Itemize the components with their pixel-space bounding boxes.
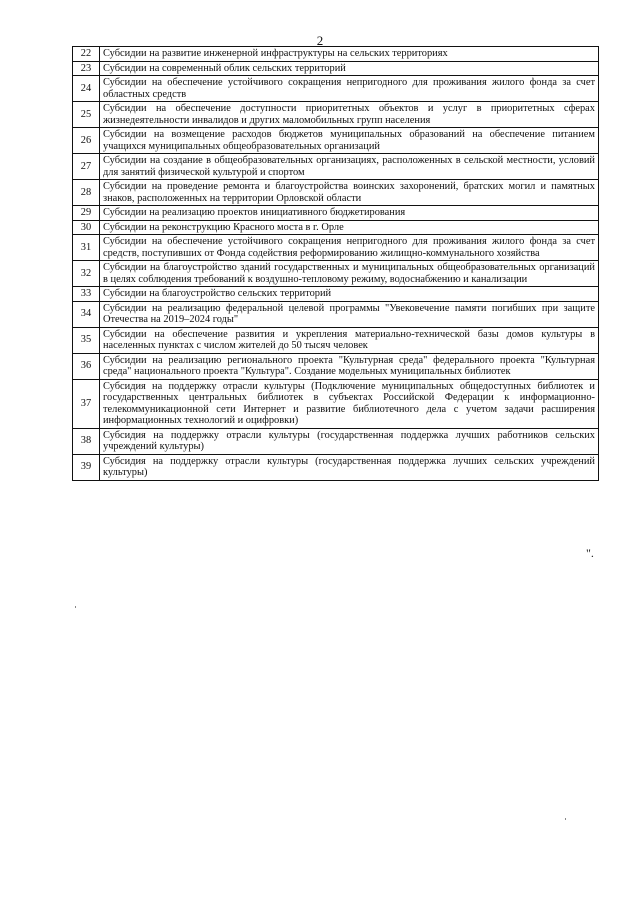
table-row: [73, 428, 599, 454]
row-number: 24: [73, 76, 100, 102]
table-row: [73, 454, 599, 480]
subsidy-description: Субсидии на реконструкцию Красного моста в г. Орле: [100, 220, 599, 235]
subsidies-table: [72, 46, 599, 481]
table-row: [73, 102, 599, 128]
subsidy-description: Субсидии на современный облик сельских территорий: [100, 61, 599, 76]
row-number: 29: [73, 206, 100, 221]
table-row: [73, 261, 599, 287]
row-number: 34: [73, 301, 100, 327]
table-row: [73, 76, 599, 102]
table-row: [73, 128, 599, 154]
subsidy-description: Субсидии на проведение ремонта и благоустройства воинских захоронений, братских могил и памятных знаков, расположенных на территории Орловской области: [100, 180, 599, 206]
subsidy-description: Субсидия на поддержку отрасли культуры (государственная поддержка лучших работников сельских учреждений культуры): [100, 428, 599, 454]
subsidy-description: Субсидии на реализацию проектов инициативного бюджетирования: [100, 206, 599, 221]
subsidy-description: Субсидии на благоустройство зданий государственных и муниципальных общеобразовательных организаций в целях соблюдения требований к воздушно-тепловому режиму, водоснабжению и канализации: [100, 261, 599, 287]
subsidy-description: Субсидии на реализацию регионального проекта "Культурная среда" федерального проекта "Культурная среда" национального проекта "Культура". Создание модельных муниципальных библиотек: [100, 353, 599, 379]
table-row: [73, 353, 599, 379]
row-number: 33: [73, 287, 100, 302]
row-number: 38: [73, 428, 100, 454]
table-row: [73, 301, 599, 327]
row-number: 23: [73, 61, 100, 76]
subsidy-description: Субсидия на поддержку отрасли культуры (государственная поддержка лучших сельских учреждений культуры): [100, 454, 599, 480]
table-row: [73, 206, 599, 221]
subsidy-description: Субсидии на обеспечение доступности приоритетных объектов и услуг в приоритетных сферах жизнедеятельности инвалидов и других маломобильных групп населения: [100, 102, 599, 128]
subsidy-description: Субсидии на обеспечение развития и укрепления материально-технической базы домов культуры в населенных пунктах с числом жителей до 50 тысяч человек: [100, 327, 599, 353]
row-number: 28: [73, 180, 100, 206]
row-number: 27: [73, 154, 100, 180]
scan-speck: [75, 606, 76, 608]
subsidy-description: Субсидии на обеспечение устойчивого сокращения непригодного для проживания жилого фонда за счет средств, поступивших от Фонда содействия реформированию жилищно-коммунального хозяйства: [100, 235, 599, 261]
table-row: [73, 180, 599, 206]
row-number: 32: [73, 261, 100, 287]
table-row: [73, 154, 599, 180]
closing-quote: ".: [586, 546, 594, 560]
table-row: [73, 61, 599, 76]
subsidy-description: Субсидии на создание в общеобразовательных организациях, расположенных в сельской местности, условий для занятий физической культурой и спортом: [100, 154, 599, 180]
row-number: 31: [73, 235, 100, 261]
table-row: [73, 379, 599, 428]
row-number: 35: [73, 327, 100, 353]
scan-speck: [565, 818, 566, 820]
subsidies-table-body: [73, 47, 599, 481]
row-number: 22: [73, 47, 100, 62]
subsidy-description: Субсидии на реализацию федеральной целевой программы "Увековечение памяти погибших при защите Отечества на 2019–2024 годы": [100, 301, 599, 327]
row-number: 39: [73, 454, 100, 480]
table-row: [73, 220, 599, 235]
table-row: [73, 47, 599, 62]
row-number: 37: [73, 379, 100, 428]
table-row: [73, 235, 599, 261]
subsidy-description: Субсидии на обеспечение устойчивого сокращения непригодного для проживания жилого фонда за счет областных средств: [100, 76, 599, 102]
row-number: 25: [73, 102, 100, 128]
subsidy-description: Субсидии на возмещение расходов бюджетов муниципальных образований на обеспечение питанием учащихся муниципальных общеобразовательных организаций: [100, 128, 599, 154]
subsidy-description: Субсидии на развитие инженерной инфраструктуры на сельских территориях: [100, 47, 599, 62]
row-number: 30: [73, 220, 100, 235]
page-number: 2: [316, 33, 324, 48]
row-number: 36: [73, 353, 100, 379]
table-row: [73, 327, 599, 353]
row-number: 26: [73, 128, 100, 154]
subsidy-description: Субсидии на благоустройство сельских территорий: [100, 287, 599, 302]
table-row: [73, 287, 599, 302]
subsidy-description: Субсидия на поддержку отрасли культуры (Подключение муниципальных общедоступных библиотек и государственных центральных библиотек в субъектах Российской Федерации к информационно-телекоммуникационной сети Интернет и развитие библиотечного дела с учетом задачи расширения информационных технологий и оцифровки): [100, 379, 599, 428]
